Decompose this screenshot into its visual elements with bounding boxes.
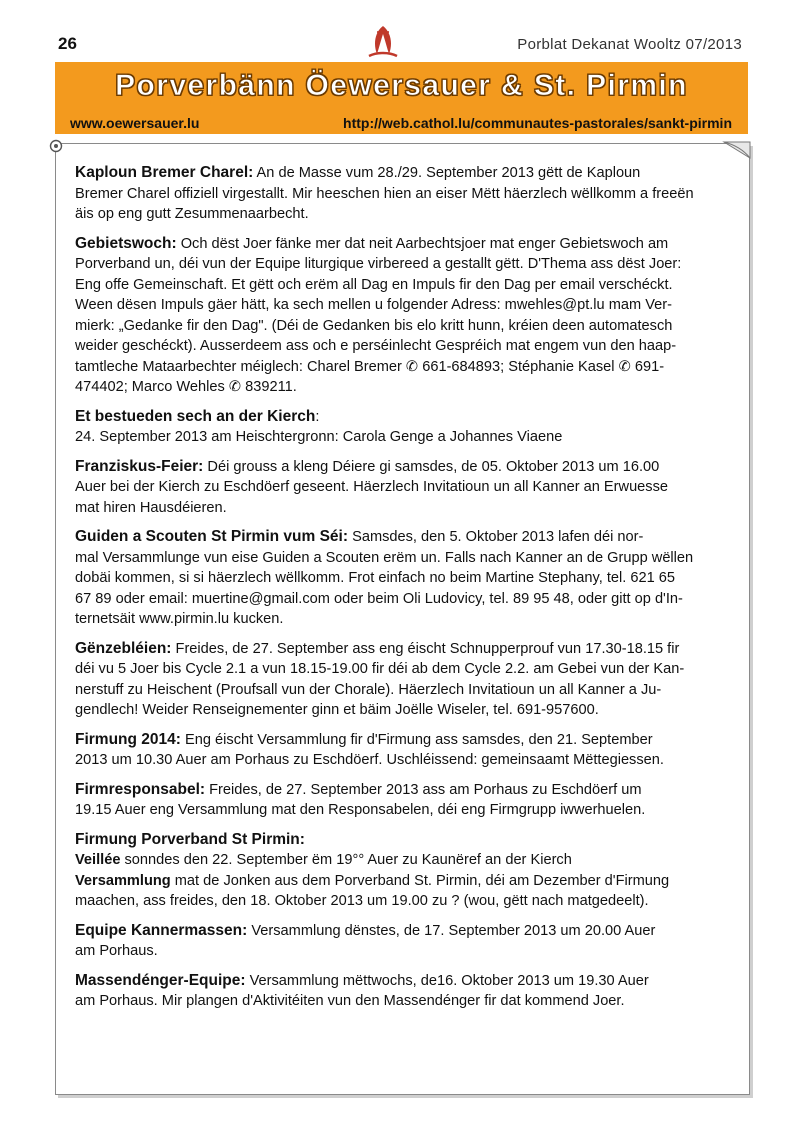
article-heading: Franziskus-Feier:	[75, 457, 204, 475]
article-text: Bremer Charel offiziell virgestallt. Mir heeschen hien an eiser Mëtt häerzlech wëllkomm a freeën	[75, 185, 694, 202]
article-heading: Firmung 2014:	[75, 730, 181, 748]
article-text: Eng éischt Versammlung fir d'Firmung ass samsdes, den 21. September	[185, 731, 653, 748]
article-text: Freides, de 27. September 2013 ass am Porhaus zu Eschdöerf um	[209, 781, 642, 798]
publication-title: Porblat Dekanat Wooltz 07/2013	[517, 36, 742, 53]
article-heading: Firmresponsabel:	[75, 780, 206, 798]
article-text: dobäi kommen, si si häerzlech wëllkomm. Frot einfach no beim Martine Stephany, tel. 621 65	[75, 570, 675, 586]
article-text: Och dëst Joer fänke mer dat neit Aarbechtsjoer mat enger Gebietswoch am	[180, 235, 669, 252]
article-text: weider geschéckt). Ausserdeem ass och e perséinlecht Gespréich mat engem vun den haap-	[75, 338, 677, 354]
subline-text: maachen, ass freides, den 18. Oktober 2013 um 19.00 zu ? (wou, gëtt nach matgedeelt).	[75, 893, 649, 909]
article-firmung-porverband	[75, 830, 727, 912]
article-hochzeit	[75, 407, 727, 448]
article-genzebleien	[75, 639, 727, 721]
article-guiden-scouten	[75, 527, 727, 630]
article-heading: Massendénger-Equipe:	[75, 971, 246, 989]
article-heading: Gënzebléien:	[75, 639, 172, 657]
article-text: Versammlung mëttwochs, de16. Oktober 2013 um 19.30 Auer	[249, 972, 649, 989]
article-firmresponsabel	[75, 780, 727, 821]
article-text: ternetsäit www.pirmin.lu kucken.	[75, 611, 284, 627]
article-text: mal Versammlunge vun eise Guiden a Scouten erëm un. Falls nach Kanner an de Grupp wëllen	[75, 549, 694, 566]
subline-text: sonndes den 22. September ëm 19°° Auer zu Kaunëref an der Kierch	[120, 852, 572, 868]
article-kaploun	[75, 163, 727, 225]
scroll-curl-icon	[47, 137, 65, 155]
article-subline	[75, 891, 727, 912]
article-heading: Guiden a Scouten St Pirmin vum Séi:	[75, 528, 349, 545]
article-text: 474402; Marco Wehles ✆ 839211.	[75, 379, 297, 395]
article-text: Versammlung dënstes, de 17. September 2013 um 20.00 Auer	[251, 922, 656, 939]
dekanat-logo-icon	[363, 22, 403, 60]
article-text: Eng offe Gemeinschaft. Et gëtt och erëm all Dag en Impuls fir den Dag per email verschéckt.	[75, 276, 673, 293]
article-text: An de Masse vum 28./29. September 2013 gëtt de Kaploun	[256, 165, 641, 181]
heading-suffix: :	[315, 408, 320, 425]
article-text: Freides, de 27. September ass eng éischt Schnupperprouf vun 17.30-18.15 fir	[175, 640, 680, 657]
article-text: äis op eng gutt Zesummenaarbecht.	[75, 206, 309, 222]
subline-label: Versammlung	[75, 872, 171, 889]
article-equipe-kannermassen	[75, 921, 727, 962]
article-text: Samsdes, den 5. Oktober 2013 lafen déi nor-	[352, 529, 644, 545]
article-heading: Equipe Kannermassen:	[75, 921, 248, 939]
article-text: am Porhaus. Mir plangen d'Aktivitéiten vun den Massendénger fir dat kommend Joer.	[75, 993, 625, 1009]
article-text: gendlech! Weider Renseignementer ginn et bäim Joëlle Wiseler, tel. 691-957600.	[75, 702, 599, 718]
article-heading: Kaploun Bremer Charel:	[75, 164, 254, 181]
website-link-oewersauer[interactable]: www.oewersauer.lu	[70, 115, 200, 131]
article-text: 24. September 2013 am Heischtergronn: Carola Genge a Johannes Viaene	[75, 429, 563, 445]
article-text: Déi grouss a kleng Déiere gi samsdes, de 05. Oktober 2013 um 16.00	[207, 458, 660, 475]
banner-links	[55, 112, 748, 134]
website-link-sankt-pirmin[interactable]: http://web.cathol.lu/communautes-pastorales/sankt-pirmin	[343, 115, 732, 131]
page-number: 26	[58, 34, 77, 53]
article-text: mat hiren Hausdéieren.	[75, 499, 227, 516]
article-heading: Et bestueden sech an der Kierch	[75, 407, 316, 425]
article-text: Porverband un, déi vun der Equipe liturgique virbereed a gestallt gëtt. D'Thema ass dëst Joer:	[75, 256, 682, 272]
article-text: 19.15 Auer eng Versammlung mat den Responsabelen, déi eng Firmgrupp iwwerhuelen.	[75, 802, 646, 818]
article-heading: Gebietswoch:	[75, 234, 177, 252]
article-text: déi vu 5 Joer bis Cycle 2.1 a vun 18.15-19.00 fir déi ab dem Cycle 2.2. am Gebei vun der Kan-	[75, 661, 685, 677]
banner-title: Porverbänn Öewersauer & St. Pirmin	[115, 69, 688, 102]
page-fold-corner-icon	[722, 138, 752, 160]
article-text: 2013 um 10.30 Auer am Porhaus zu Eschdöerf. Uschléissend: gemeinsaamt Mëttegiessen.	[75, 752, 664, 768]
article-franziskus	[75, 457, 727, 519]
article-text: Auer bei der Kierch zu Eschdöerf geseent. Häerzlech Invitatioun un all Kanner an Erwuesse	[75, 479, 669, 495]
article-firmung-2014	[75, 730, 727, 771]
article-subline	[75, 850, 727, 871]
article-massendenger	[75, 971, 727, 1012]
article-text: Ween dësen Impuls gäer hätt, ka sech mellen u folgender Adress: mwehles@pt.lu mam Ver-	[75, 297, 672, 313]
subline-label: Veillée	[75, 852, 121, 868]
article-subline	[75, 871, 727, 892]
article-text: am Porhaus.	[75, 943, 158, 959]
article-gebietswoch	[75, 234, 727, 398]
article-text: nerstuff zu Heischent (Proufsall vun der Chorale). Häerzlech Invitatioun un all Kanner a Ju-	[75, 681, 662, 698]
article-text: tamtleche Mataarbechter méiglech: Charel Bremer ✆ 661-684893; Stéphanie Kasel ✆ 691-	[75, 358, 665, 375]
article-list	[75, 163, 727, 1021]
article-text: mierk: „Gedanke fir den Dag". (Déi de Gedanken bis elo kritt hunn, kréien deen automatesch	[75, 317, 673, 334]
title-banner	[55, 62, 748, 112]
article-text: 67 89 oder email: muertine@gmail.com oder beim Oli Ludovicy, tel. 89 95 48, oder gitt op d'In-	[75, 590, 683, 607]
subline-text: mat de Jonken aus dem Porverband St. Pirmin, déi am Dezember d'Firmung	[170, 872, 670, 889]
article-heading: Firmung Porverband St Pirmin:	[75, 830, 305, 848]
